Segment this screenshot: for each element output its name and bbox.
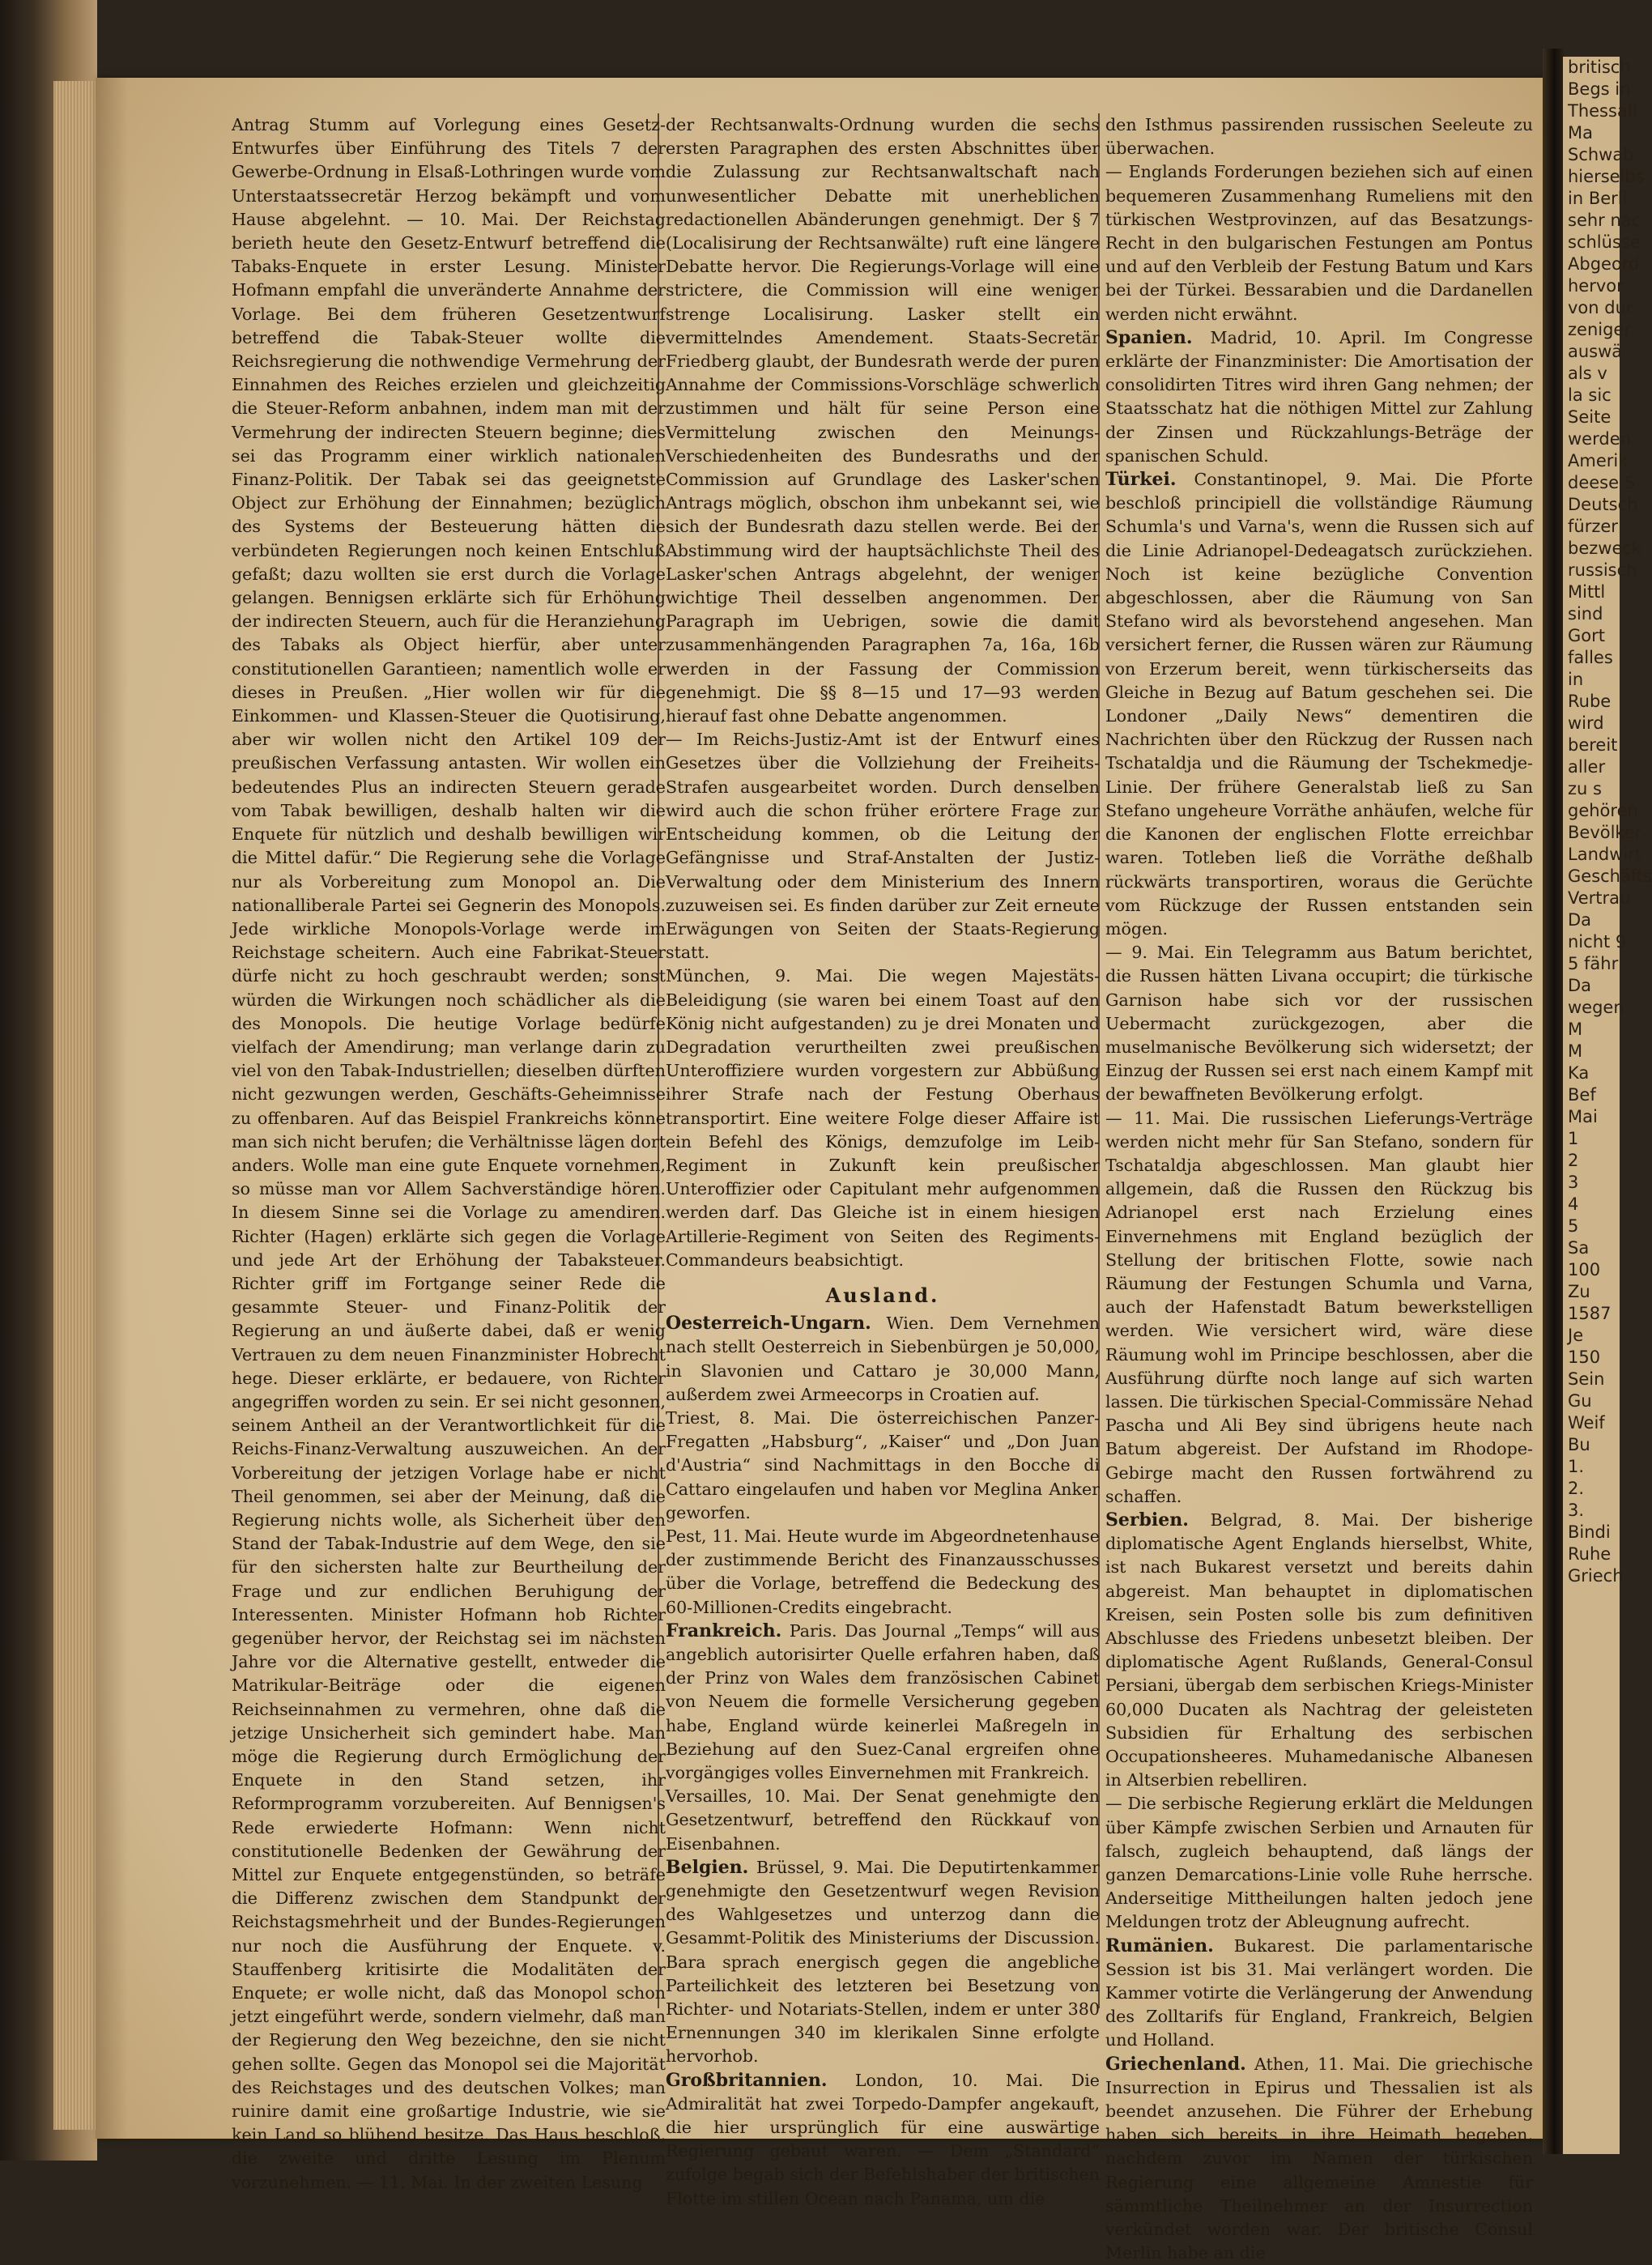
adjacent-page-line: bezweck [1568,539,1642,558]
adjacent-page-line: russisch [1568,560,1637,580]
adjacent-page-line: Mai [1568,1107,1598,1126]
adjacent-page-line: Mittl [1568,582,1606,602]
column-3 [1105,113,1533,2263]
adjacent-page-line: fürzer [1568,517,1618,536]
adjacent-page-line: sehr nac [1568,211,1641,230]
adjacent-page-line: Weif [1568,1413,1605,1433]
article-text: Antrag Stumm auf Vorlegung eines Gesetz-Entwurfes über Einführung des Titels 7 der Gewerbe-Ordnung in Elsaß-Lothringen wurde vom Unterstaatssecretär Herzog bekämpft und vom Hause abgelehnt. — 10. Mai. Der Reichstag berieth heute den Gesetz-Entwurf betreffend die Tabaks-Enquete in erster Lesung. Minister Hofmann empfahl die unveränderte Annahme der Vorlage. Bei dem früheren Gesetzentwurf betreffend die Tabak-Steuer wollte die Reichsregierung die nothwendige Vermehrung der Einnahmen des Reiches erzielen und gleichzeitig die Steuer-Reform anbahnen, indem man mit der Vermehrung der indirecten Steuern beginne; dies sei das Programm einer wirklich nationalen Finanz-Politik. Der Tabak sei das geeignetste Object zur Erhöhung der Einnahmen; bezüglich des Systems der Besteuerung hätten die verbündeten Regierungen noch keinen Entschluß gefaßt; dazu wollten sie erst durch die Vorlage gelangen. Bennigsen erklärte sich für Erhöhung der indirecten Steuern, auch für die Heranziehung des Tabaks als Object hierfür, aber unter constitutionellen Garantieen; namentlich wolle er dieses in Preußen. „Hier wollen wir für die Einkommen- und Klassen-Steuer die Quotisirung, aber wir wollen nicht den Artikel 109 der preußischen Verfassung antasten. Wir wollen ein bedeutendes Plus an indirecten Steuern gerade vom Tabak bewilligen, deshalb halten wir die Enquete für nützlich und deshalb bewilligen wir die Mittel dafür.“ Die Regierung sehe die Vorlage nur als Vorbereitung zum Monopol an. Die nationalliberale Partei sei Gegnerin des Monopols. Jede wirkliche Monopols-Vorlage werde im Reichstage scheitern. Auch eine Fabrikat-Steuer dürfe nicht zu hoch geschraubt werden; sonst würden die Wirkungen noch schädlicher als die des Monopols. Die heutige Vorlage bedürfe vielfach der Amendirung; man verlange darin zu viel von den Tabak-Industriellen; dieselben dürften nicht gezwungen werden, Geschäfts-Geheimnisse zu offenbaren. Auf das Beispiel Frankreichs könne man sich nicht berufen; die Verhältnisse lägen dort anders. Wolle man eine gute Enquete vornehmen, so müsse man vor Allem Sachverständige hören. In diesem Sinne sei die Vorlage zu amendiren. Richter (Hagen) erklärte sich gegen die Vorlage und jede Art der Erhöhung der Tabaksteuer. Richter griff im Fortgange seiner Rede die gesammte Steuer- und Finanz-Politik der Regierung an und äußerte dabei, daß er wenig Vertrauen zu dem neuen Finanzminister Hobrecht hege. Dieser erklärte, er bedauere, von Richter angegriffen worden zu sein. Er sei nicht gesonnen, seinem Antheil an der Verantwortlichkeit für die Reichs-Finanz-Verwaltung auszuweichen. An der Vorbereitung der jetzigen Vorlage habe er nicht Theil genommen, sei aber der Meinung, daß die Regierung nichts wolle, als Sicherheit über den Stand der Tabak-Industrie auf dem Wege, den sie für den sichersten halte zur Beurtheilung der Frage und zur endlichen Beruhigung der Interessenten. Minister Hofmann hob Richter gegenüber hervor, der Reichstag sei im nächsten Jahre vor die Alternative gestellt, entweder die Matrikular-Beiträge oder die eigenen Reichseinnahmen zu vermehren, ohne daß die jetzige Unsicherheit sich gemindert habe. Man möge die Regierung durch Ermöglichung der Enquete in den Stand setzen, ihr Reformprogramm vorzubereiten. Auf Bennigsen's Rede erwiederte Hofmann: Wenn nicht constitutionelle Bedenken der Gewährung der Mittel zur Enquete entgegenstünden, so beträfe die Differenz zwischen dem Standpunkt der Reichstagsmehrheit und der Bundes-Regierungen nur noch die Ausführung der Enquete. v. Stauffenberg kritisirte die Modalitäten der Enquete; er wolle nicht, daß das Monopol schon jetzt eingeführt werde, sondern vielmehr, daß man der Regierung den Weg bezeichne, den sie nicht gehen sollte. Gegen das Monopol sei die Majorität des Reichstages und des deutschen Volkes; man ruinire damit eine großartige Industrie, wie sie kein Land so blühend besitze. Das Haus beschloß, die zweite und dritte Lesung im Plenum vorzunehmen. — 11. Mai. In der zweiten Lesung [232,115,666,2192]
country-heading: Belgien. [666,1856,749,1878]
adjacent-page-line: Bevölker [1568,823,1642,842]
adjacent-page-line: werden [1568,429,1631,449]
article-text: Paris. Das Journal „Temps“ will aus angeblich autorisirter Quelle erfahren haben, daß der Prinz von Wales dem französischen Cabinet von Neuem die formelle Versicherung gegeben habe, England würde keinerlei Maßregeln in Beziehung auf den Suez-Canal ergreifen ohne vorgängiges volles Einvernehmen mit Frankreich. [666,1620,1100,1783]
article-text: Belgrad, 8. Mai. Der bisherige diplomatische Agent Englands hierselbst, White, ist nach Bukarest versetzt und bereits dahin abgereist. Man behauptet in diplomatischen Kreisen, sein Posten solle bis zum definitiven Abschlusse des Friedens unbesetzt bleiben. Der diplomatische Agent Rußlands, General-Consul Persiani, übergab dem serbischen Kriegs-Minister 60,000 Ducaten als Nachtrag der geleisteten Subsidien für Erhaltung des serbischen Occupationsheeres. Muhamedanische Albanesen in Altserbien rebelliren. [1105,1509,1533,1790]
adjacent-page-line: Landwirt [1568,845,1642,864]
article-paragraph [1105,2053,1533,2265]
adjacent-page-line: zeniger [1568,320,1631,339]
adjacent-page-line: Da [1568,910,1592,930]
adjacent-page-line: 2. [1568,1479,1585,1498]
adjacent-page-line: 1 [1568,1129,1579,1148]
country-heading: Serbien. [1105,1509,1189,1531]
page-block-edges [53,81,100,2130]
country-heading: Frankreich. [666,1620,782,1641]
article-text: London, 10. Mai. Die Admiralität hat zwei Torpedo-Dampfer angekauft, die hier ursprünglich für eine auswärtige Regierung gebaut waren. — Dem „Standard“ zufolge begab sich der Befehlshaber der britischen Flotte im stillen Ocean nach Panama, um die [666,2070,1100,2208]
article-text: — Englands Forderungen beziehen sich auf einen bequemeren Zusammenhang Rumeliens mit den türkischen Westprovinzen, auf das Besatzungs-Recht in den bulgarischen Festungen am Pontus und auf den Verbleib der Festung Batum und Kars bei der Türkei. Bessarabien und die Dardanellen werden nicht erwähnt. [1105,162,1533,324]
article-paragraph [1105,1509,1533,1792]
article-text: Athen, 11. Mai. Die griechische Insurrection in Epirus und Thessalien ist als beendet anzusehen. Die Führer der Erhebung haben sich bereits in ihre Heimath begeben, nachdem zuvor im Namen der türkischen Regierung eine allgemeine Amnestie für sämmtliche Theilnehmer an der Insurrection verkündet worden war. Der britische Consul Merlin habe an die [1105,2054,1533,2263]
article-text: — 11. Mai. Die russischen Lieferungs-Verträge werden nicht mehr für San Stefano, sondern für Tschataldja abgeschlossen. Man glaubt hier allgemein, daß die Russen den Rückzug bis Adrianopel erst nach Erzielung eines Einvernehmens mit England bezüglich der Stellung der britischen Flotte, sowie nach Räumung der Festungen Schumla und Varna, auch der Hafenstadt Batum bewerkstelligen werden. Wie versichert wird, wäre diese Räumung wohl im Principe beschlossen, aber die Ausführung dürfte noch lange auf sich warten lassen. Die türkischen Special-Commissäre Nehad Pascha und Ali Bey sind übrigens heute nach Batum abgereist. Der Aufstand im Rhodope-Gebirge macht den Russen fortwährend zu schaffen. [1105,1108,1533,1506]
adjacent-page-line: Amerik [1568,451,1629,470]
adjacent-page-line: 5 [1568,1216,1579,1236]
adjacent-page-line: Sa [1568,1238,1590,1258]
adjacent-page-line: Ma [1568,123,1593,143]
adjacent-page-line: zu s [1568,779,1602,798]
country-heading: Türkei. [1105,469,1177,491]
article-text: Wien. Dem Vernehmen nach stellt Oesterreich in Siebenbürgen je 50,000, in Slavonien und Cattaro je 30,000 Mann, außerdem zwei Armeecorps in Croatien auf. [666,1313,1100,1404]
adjacent-page-line: wegen [1568,998,1624,1017]
column-2 [666,113,1100,2208]
adjacent-page-line: 3 [1568,1173,1579,1192]
adjacent-page-line: Seite [1568,407,1612,427]
article-text: — Die serbische Regierung erklärt die Meldungen über Kämpfe zwischen Serbien und Arnauten für falsch, zugleich behauptend, daß längs der ganzen Demarcations-Linie volle Ruhe herrsche. Anderseitige Mittheilungen halten jedoch jene Meldungen trotz der Ableugnung aufrecht. [1105,1794,1533,1932]
article-text: den Isthmus passirenden russischen Seeleute zu überwachen. [1105,115,1533,159]
article-text: Versailles, 10. Mai. Der Senat genehmigte den Gesetzentwurf, betreffend den Rückkauf von Eisenbahnen. [666,1786,1100,1854]
article-text: Brüssel, 9. Mai. Die Deputirtenkammer genehmigte den Gesetzentwurf wegen Revision des Wahlgesetzes und unterzog dann die Gesammt-Politik des Ministeriums der Discussion. Bara sprach energisch gegen die angebliche Parteilichkeit des letzteren bei Besetzung von Richter- und Notariats-Stellen, indem er unter 380 Ernennungen 340 im klerikalen Sinne erfolgte hervorhob. [666,1857,1100,2067]
adjacent-page-line: deese S [1568,473,1636,492]
adjacent-page-line: 1. [1568,1457,1585,1476]
margin-shadow [96,78,128,2139]
adjacent-page-line: 4 [1568,1194,1579,1214]
adjacent-page-line: M [1568,1020,1583,1039]
adjacent-page-line: 5 fähr [1568,954,1619,973]
country-heading: Rumänien. [1105,1935,1214,1956]
article-text: — Im Reichs-Justiz-Amt ist der Entwurf eines Gesetzes über die Vollziehung der Freiheits-Strafen ausgearbeitet worden. Durch denselben wird auch die schon früher erörtere Frage zur Entscheidung kommen, ob die Leitung der Gefängnisse und Straf-Anstalten der Justiz-Verwaltung oder dem Ministerium des Innern zuzuweisen sei. Es finden darüber zur Zeit erneute Erwägungen von Seiten der Staats-Regierung statt. [666,730,1100,963]
adjacent-page-line: in [1568,670,1584,689]
adjacent-page-line: Abgeord [1568,254,1640,274]
adjacent-page-strip [1563,57,1652,2154]
adjacent-page-line: in Berli [1568,189,1628,208]
adjacent-page-line: Thessali [1568,101,1637,121]
adjacent-page-line: Gu [1568,1391,1592,1411]
adjacent-page-line: aller [1568,757,1606,777]
article-paragraph [1105,326,1533,468]
adjacent-page-line: Griech [1568,1566,1624,1586]
adjacent-page-line: M [1568,1041,1583,1061]
adjacent-page-line: hierselbs [1568,167,1645,186]
adjacent-page-line: Bindi [1568,1522,1611,1542]
column-1 [232,113,666,2192]
adjacent-page-line: 2 [1568,1151,1579,1170]
adjacent-page-line: Schwab [1568,145,1634,164]
article-text: Constantinopel, 9. Mai. Die Pforte beschloß principiell die vollständige Räumung Schumla's und Varna's, wenn die Russen sich auf die Linie Adrianopel-Dedeagatsch zurückziehen. Noch ist keine bezügliche Convention abgeschlossen, aber die Räumung von San Stefano wird als bevorstehend angesehen. Man versichert ferner, die Russen wären zur Räumung von Erzerum bereit, wenn türkischerseits das Gleiche in Bezug auf Batum geschehen sei. Die Londoner „Daily News“ dementiren die Nachrichten über den Rückzug der Russen nach Tschataldja und die Räumung der Tschekmedje-Linie. Der frühere Generalstab ließ zu San Stefano ungeheure Vorräthe anhäufen, welche für die Kanonen der englischen Flotte erreichbar waren. Totleben ließ die Vorräthe deßhalb rückwärts transportiren, woraus die Gerüchte vom Rückzuge der Russen entstanden sein mögen. [1105,470,1533,939]
adjacent-page-line: 3. [1568,1501,1585,1520]
country-heading: Oesterreich-Ungarn. [666,1313,871,1335]
adjacent-page-line: Zu [1568,1282,1590,1301]
adjacent-page-line: britisch [1568,57,1631,77]
article-text: Madrid, 10. April. Im Congresse erklärte der Finanzminister: Die Amortisation der consolidirten Titres wird ihren Gang nehmen; der Staatsschatz hat die nöthigen Mittel zur Zahlung der Zinsen und Rückzahlungs-Beträge der spanischen Schuld. [1105,327,1533,466]
adjacent-page-line: Gort [1568,626,1605,645]
adjacent-page-line: 1587 [1568,1304,1612,1323]
adjacent-page-line: hervor [1568,276,1624,296]
article-paragraph [666,2069,1100,2211]
adjacent-page-line: Je [1568,1326,1584,1345]
article-paragraph [666,1620,1100,1785]
book-gutter [1543,49,1565,2154]
adjacent-page-line: Da [1568,976,1592,995]
article-paragraph [1105,468,1533,941]
article-paragraph [666,1856,1100,2069]
article-text: Bukarest. Die parlamentarische Session ist bis 31. Mai verlängert worden. Die Kammer votirte die Verlängerung der Anwendung des Zolltarifs für England, Frankreich, Belgien und Holland. [1105,1935,1533,2050]
article-text: der Rechtsanwalts-Ordnung wurden die sechs ersten Paragraphen des ersten Abschnittes über die Zulassung zur Rechtsanwaltschaft nach unwesentlicher Debatte mit unerheblichen redactionellen Abänderungen genehmigt. Der § 7 (Localisirung der Rechtsanwälte) ruft eine längere Debatte hervor. Die Regierungs-Vorlage will eine strictere, die Commission will eine weniger strenge Localisirung. Lasker stellt ein vermittelndes Amendement. Staats-Secretär Friedberg glaubt, der Bundesrath werde der puren Annahme der Commissions-Vorschläge schwerlich zustimmen und hält für seine Person eine Vermittelung zwischen den Meinungs-Verschiedenheiten des Bundesraths und der Commission auf Grundlage des Lasker'schen Antrags möglich, obschon ihm unbekannt sei, wie sich der Bundesrath dazu stellen werde. Bei der Abstimmung wird der hauptsächlichste Theil des Lasker'schen Antrags abgelehnt, der weniger wichtige Theil desselben angenommen. Der Paragraph im Uebrigen, sowie die damit zusammenhängenden Paragraphen 7a, 16a, 16b werden in der Fassung der Commission genehmigt. Die §§ 8—15 und 17—93 werden hierauf fast ohne Debatte angenommen. [666,115,1100,726]
adjacent-page-line: Ruhe [1568,1544,1612,1564]
adjacent-page-line: nicht 9 [1568,932,1627,952]
country-heading: Großbritannien. [666,2069,828,2091]
adjacent-page-line: auswä [1568,342,1623,361]
adjacent-page-line: Bu [1568,1435,1590,1454]
adjacent-page-line: bereit [1568,735,1618,755]
article-text: — 9. Mai. Ein Telegramm aus Batum berichtet, die Russen hätten Livana occupirt; die türkische Garnison habe sich vor der russischen Uebermacht zurückgezogen, aber die muselmanische Bevölkerung sich widersetzt; der Einzug der Russen sei erst nach einem Kampf mit der bewaffneten Bevölkerung erfolgt. [1105,943,1533,1105]
adjacent-page-line: Bef [1568,1085,1596,1105]
adjacent-page-line: von dur [1568,298,1633,317]
adjacent-page-line: Begs in [1568,79,1631,99]
adjacent-page-line: als v [1568,364,1607,383]
adjacent-page-line: 100 [1568,1260,1601,1279]
adjacent-page-line: Ka [1568,1063,1590,1083]
adjacent-page-line: Sein [1568,1369,1605,1389]
article-text: Pest, 11. Mai. Heute wurde im Abgeordnetenhause der zustimmende Bericht des Finanzausschusses über die Vorlage, betreffend die Bedeckung des 60-Millionen-Credits eingebracht. [666,1526,1100,1617]
adjacent-page-line: sind [1568,604,1603,624]
adjacent-page-line: schlüsse [1568,232,1641,252]
adjacent-page-line: 150 [1568,1348,1601,1367]
adjacent-page-line: Vertrau [1568,888,1631,908]
section-heading: Ausland. [825,1283,940,1307]
country-heading: Spanien. [1105,326,1193,348]
article-paragraph [666,1312,1100,1407]
adjacent-page-line: la sic [1568,385,1612,405]
article-paragraph [1105,1935,1533,2053]
adjacent-page-line: Geschäfts [1568,866,1652,886]
adjacent-page-line: Deutsch [1568,495,1638,514]
article-text: Triest, 8. Mai. Die österreichischen Panzer-Fregatten „Habsburg“, „Kaiser“ und „Don Juan d'Austria“ sind Nachmittags in den Bocche di Cattaro eingelaufen und haben vor Meglina Anker geworfen. [666,1407,1100,1522]
adjacent-page-line: Rube [1568,692,1612,711]
country-heading: Griechenland. [1105,2053,1246,2075]
adjacent-page-line: wird [1568,713,1604,733]
adjacent-page-line: gehören [1568,801,1638,820]
adjacent-page-line: falles [1568,648,1613,667]
article-text: München, 9. Mai. Die wegen Majestäts-Beleidigung (sie waren bei einem Toast auf den König nicht aufgestanden) zu je drei Monaten und Degradation verurtheilten zwei preußischen Unteroffiziere wurden vorgestern zur Abbüßung ihrer Strafe nach der Festung Oberhaus transportirt. Eine weitere Folge dieser Affaire ist ein Befehl des Königs, demzufolge im Leib-Regiment in Zukunft kein preußischer Unteroffizier oder Capitulant mehr aufgenommen werden darf. Das Gleiche ist in einem hiesigen Artillerie-Regiment von Seiten des Regiments-Commandeurs beabsichtigt. [666,966,1100,1270]
